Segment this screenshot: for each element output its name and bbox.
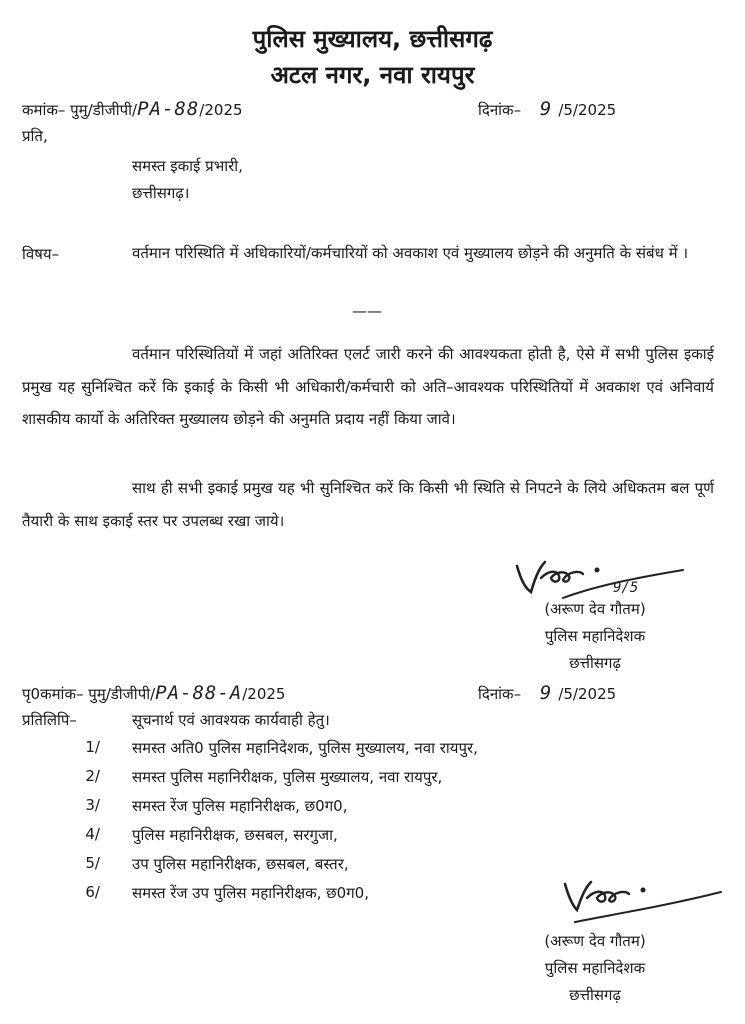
copy-item-number: 5/ (85, 854, 100, 872)
copy-item-text: समस्त पुलिस महानिरीक्षक, पुलिस मुख्यालय, नवा रायपुर, (132, 768, 443, 786)
to-label: प्रति, (22, 127, 48, 145)
reference-date (478, 98, 616, 120)
addressee-line2: छत्तीसगढ़। (132, 184, 190, 202)
copy-item-number: 4/ (85, 825, 100, 843)
copy-item-number: 3/ (85, 796, 100, 814)
reference-suffix: /2025 (199, 101, 243, 119)
body-paragraph-2: साथ ही सभी इकाई प्रमुख यह भी सुनिश्चित करें कि किसी भी स्थिति से निपटने के लिये अधिकतम बल पूर्ण तैयारी के साथ इकाई स्तर पर उपलब्ध रखा जाये। (22, 479, 714, 530)
signatory-1 (470, 596, 720, 677)
copy-reference-number (22, 682, 285, 704)
reference-number (22, 98, 243, 120)
copy-item-number: 6/ (85, 883, 100, 901)
date-rest: /5/2025 (558, 101, 617, 119)
copy-item-text: समस्त रेंज उप पुलिस महानिरीक्षक, छ0ग0, (132, 884, 369, 902)
signatory-2-designation: पुलिस महानिदेशक (544, 959, 646, 977)
copy-item-number: 1/ (85, 738, 100, 756)
reference-handwritten: PA-88 (137, 98, 200, 120)
copy-reference-prefix: पृ0कमांक– पुमु/डीजीपी/ (22, 685, 156, 703)
copy-item-text: उप पुलिस महानिरीक्षक, छसबल, बस्तर, (132, 855, 349, 873)
signatory-2-state: छत्तीसगढ़ (569, 986, 621, 1004)
copy-reference-handwritten: PA-88-A (155, 682, 243, 704)
body-paragraph-1: वर्तमान परिस्थितियों में जहां अतिरिक्त एलर्ट जारी करने की आवश्यकता होती है, ऐसे में सभी पुलिस इकाई प्रमुख यह सुनिश्चित करें कि इकाई के किसी भी अधिकारी/कर्मचारी को अति–आवश्यक परिस्थितियों में अवकाश एवं अनिवार्य शासकीय कार्यो के अतिरिक्त मुख्यालय छोड़ने की अनुमति प्रदाय नहीं किया जावे। (22, 345, 714, 428)
copy-item-number: 2/ (85, 767, 100, 785)
copy-date-day: 9 (539, 682, 553, 704)
copy-reference-date (478, 682, 616, 704)
addressee-line1: समस्त इकाई प्रभारी, (132, 157, 243, 175)
office-title: पुलिस मुख्यालय, छत्तीसगढ़ (252, 25, 493, 53)
copy-item-text: समस्त अति0 पुलिस महानिदेशक, पुलिस मुख्यालय, नवा रायपुर, (132, 739, 478, 757)
date-label: दिनांक– (478, 101, 522, 119)
subject-text: वर्तमान परिस्थिति में अधिकारियों/कर्मचारियों को अवकाश एवं मुख्यालय छोड़ने की अनुमति के संबंध में । (132, 244, 689, 262)
signatory-2-name: (अरूण देव गौतम) (544, 932, 646, 950)
date-day: 9 (539, 98, 553, 120)
office-address: अटल नगर, नवा रायपुर (270, 61, 475, 89)
subject-divider: —— (352, 302, 382, 320)
copy-date-rest: /5/2025 (558, 685, 617, 703)
copies-label: प्रतिलिपि– (22, 711, 77, 729)
signature-1-date-mark: 9/5 (613, 580, 639, 596)
reference-prefix: कमांक– पुमु/डीजीपी/ (22, 101, 138, 119)
signatory-1-name: (अरूण देव गौतम) (544, 600, 646, 618)
copies-intro: सूचनार्थ एवं आवश्यक कार्यवाही हेतु। (132, 711, 330, 729)
copy-item-text: पुलिस महानिरीक्षक, छसबल, सरगुजा, (132, 826, 338, 844)
copy-item-text: समस्त रेंज पुलिस महानिरीक्षक, छ0ग0, (132, 797, 348, 815)
signatory-1-designation: पुलिस महानिदेशक (544, 627, 646, 645)
copy-reference-suffix: /2025 (242, 685, 286, 703)
signatory-2 (470, 928, 720, 1009)
subject-label: विषय– (22, 245, 60, 263)
copy-date-label: दिनांक– (478, 685, 522, 703)
signatory-1-state: छत्तीसगढ़ (569, 654, 621, 672)
